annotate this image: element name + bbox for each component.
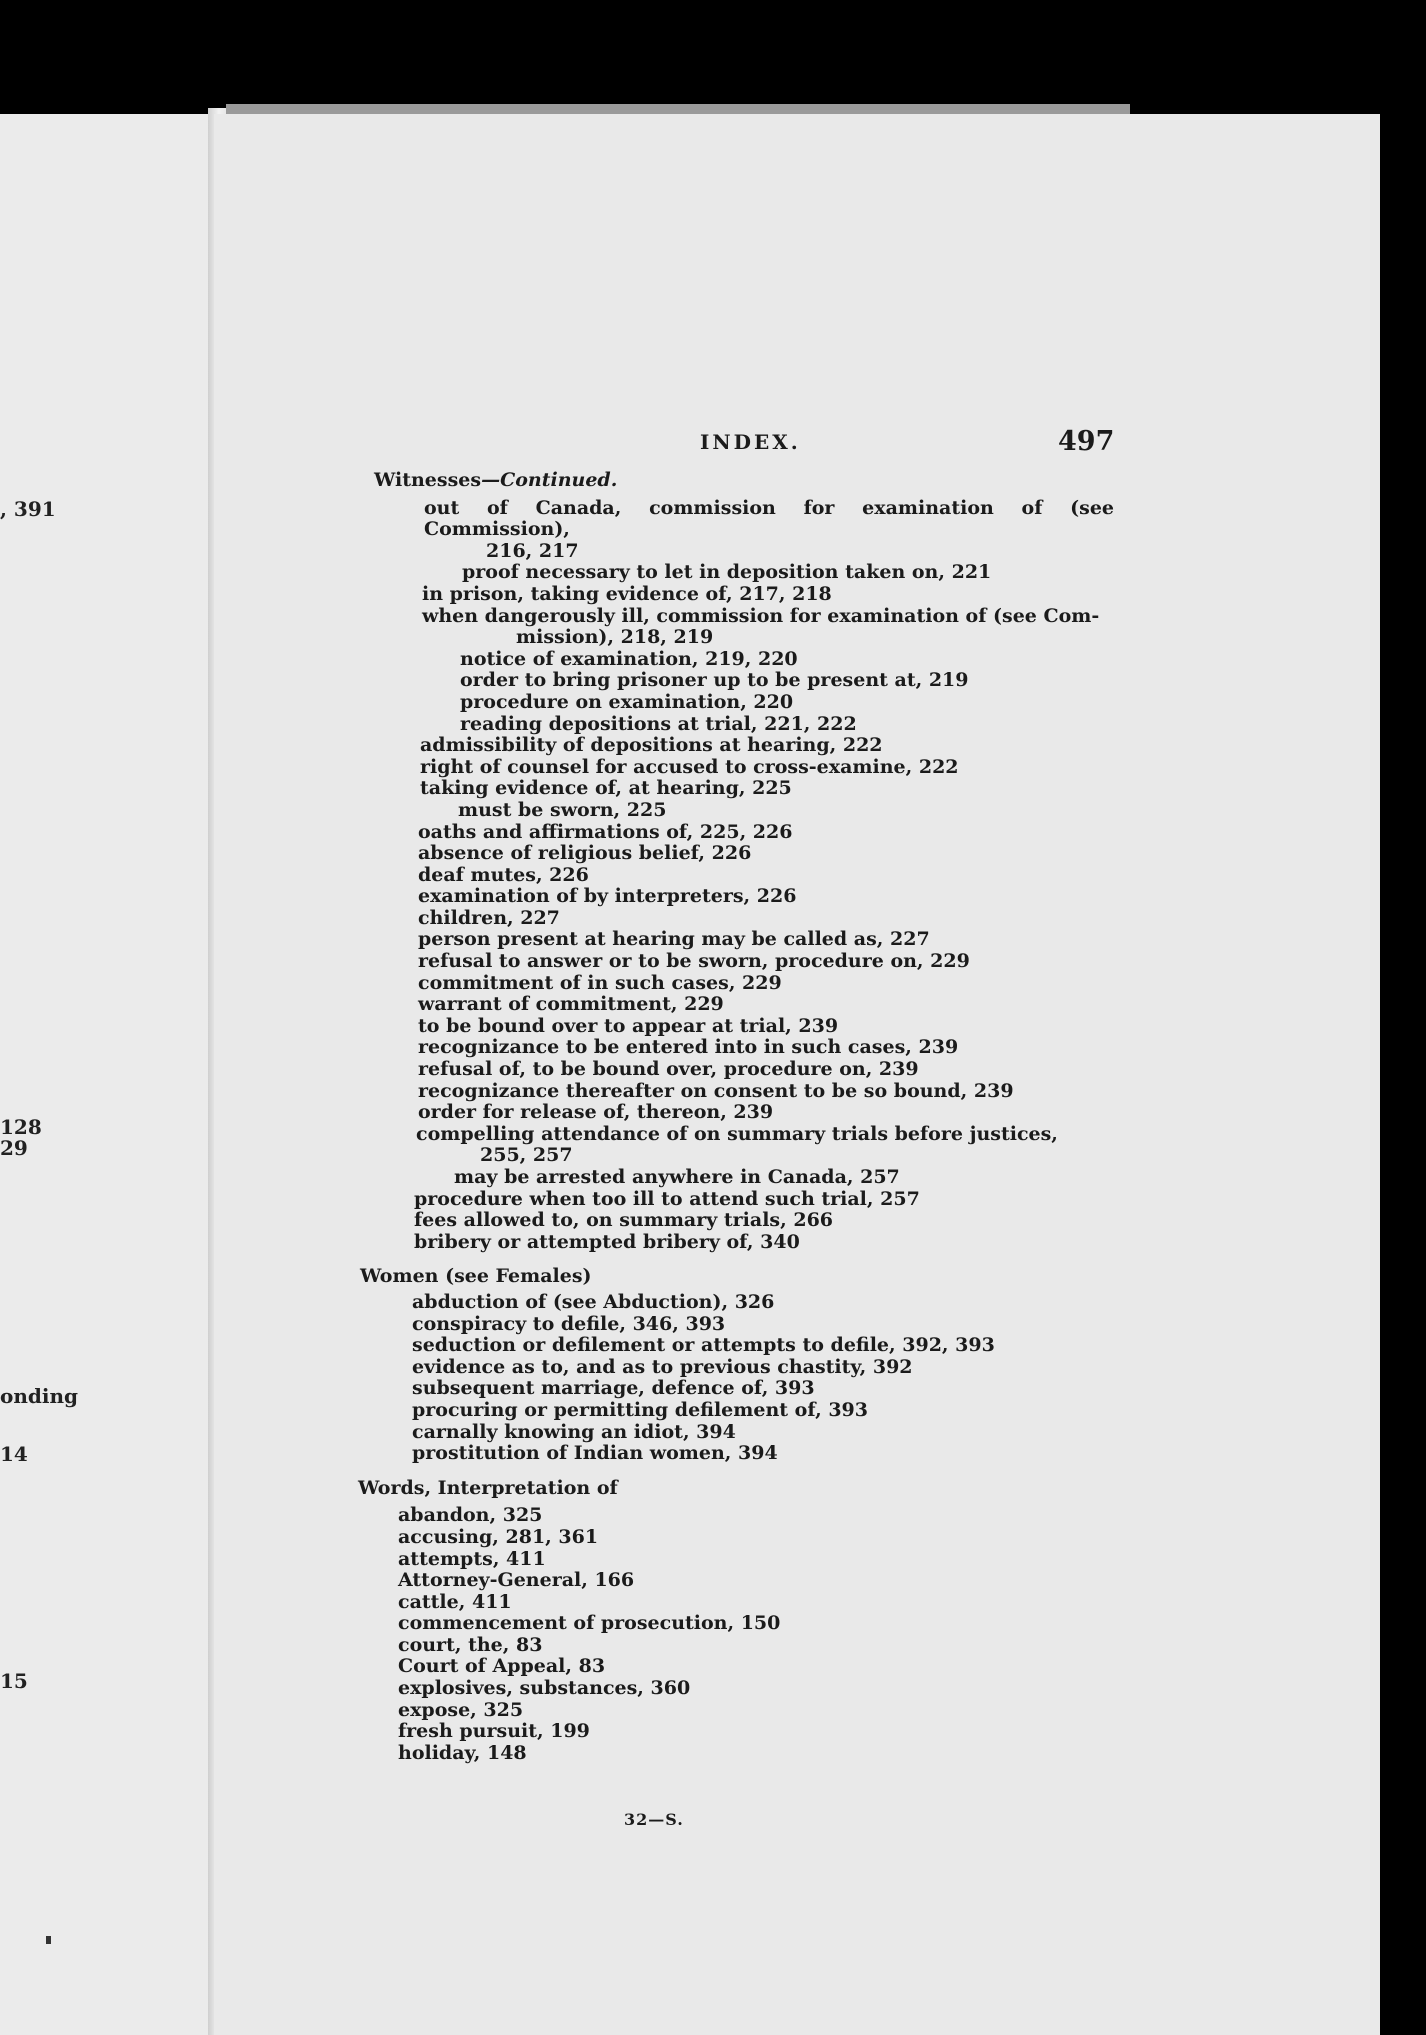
index-entry: bribery or attempted bribery of, 340: [414, 1230, 800, 1253]
index-entry: proof necessary to let in deposition taken on, 221: [462, 561, 992, 584]
index-entry: when dangerously ill, commission for examination of (see Com- mission), 218, 219: [422, 604, 1100, 649]
index-entry: attempts, 411: [398, 1547, 546, 1570]
facing-page-fragment: [0, 114, 210, 2035]
index-entry: children, 227: [418, 906, 560, 929]
index-heading: [374, 470, 1380, 492]
index-entry: abduction of (see Abduction), 326: [412, 1290, 775, 1313]
index-entry: cattle, 411: [398, 1590, 512, 1613]
index-entry: deaf mutes, 226: [418, 863, 589, 886]
index-entry: in prison, taking evidence of, 217, 218: [422, 582, 832, 605]
ink-mark: [46, 1936, 51, 1944]
index-entry: may be arrested anywhere in Canada, 257: [454, 1166, 900, 1188]
index-entry: order to bring prisoner up to be present at, 219: [460, 669, 969, 692]
heading-note: —Continued.: [481, 469, 618, 491]
index-entry: procuring or permitting defilement of, 393: [412, 1398, 868, 1421]
index-page: [214, 114, 1380, 2035]
index-entry: procedure when too ill to attend such trial, 257: [414, 1187, 920, 1210]
signature-mark: 32—S.: [624, 1810, 684, 1829]
index-entry: notice of examination, 219, 220: [460, 647, 798, 670]
page-number: 497: [1058, 426, 1115, 457]
index-entry: to be bound over to appear at trial, 239: [418, 1014, 839, 1037]
index-entry: conspiracy to defile, 346, 393: [412, 1312, 726, 1335]
index-heading: [358, 1478, 1380, 1500]
index-entry: carnally knowing an idiot, 394: [412, 1420, 736, 1443]
index-entry: recognizance to be entered into in such cases, 239: [418, 1036, 959, 1059]
fragment-text: onding: [0, 1384, 78, 1408]
index-entry: examination of by interpreters, 226: [418, 885, 797, 908]
index-entries: [214, 470, 1380, 1764]
index-entry: refusal of, to be bound over, procedure on, 239: [418, 1058, 919, 1081]
heading-term: Words, Interpretation of: [358, 1476, 618, 1499]
fragment-text: 15: [0, 1669, 28, 1693]
index-entry: commencement of prosecution, 150: [398, 1612, 781, 1635]
index-entry: Attorney-General, 166: [398, 1569, 635, 1592]
index-entry: right of counsel for accused to cross-examine, 222: [420, 755, 959, 778]
index-entry: recognizance thereafter on consent to be so bound, 239: [418, 1079, 1014, 1102]
index-entry: order for release of, thereon, 239: [418, 1101, 774, 1124]
index-entry: evidence as to, and as to previous chastity, 392: [412, 1355, 913, 1378]
index-entry: out of Canada, commission for examination of (see Commission), 216, 217: [424, 496, 1114, 562]
index-entry: admissibility of depositions at hearing, 222: [420, 734, 883, 757]
fragment-text: , 391: [0, 497, 56, 521]
fragment-text: 14: [0, 1442, 28, 1466]
index-entry: accusing, 281, 361: [398, 1525, 599, 1548]
index-entry: compelling attendance of on summary trials before justices, 255, 257: [416, 1122, 1058, 1167]
index-entry: holiday, 148: [398, 1741, 527, 1764]
index-entry: expose, 325: [398, 1698, 524, 1721]
index-entry: fees allowed to, on summary trials, 266: [414, 1209, 834, 1232]
index-entry: court, the, 83: [398, 1633, 543, 1656]
fragment-text: 128: [0, 1115, 42, 1139]
index-entry: commitment of in such cases, 229: [418, 971, 782, 994]
index-entry: reading depositions at trial, 221, 222: [460, 712, 857, 735]
index-entry: absence of religious belief, 226: [418, 842, 752, 865]
index-entry: subsequent marriage, defence of, 393: [412, 1377, 815, 1400]
heading-term: Women: [360, 1265, 439, 1288]
running-head: INDEX.: [700, 430, 801, 454]
heading-term: Witnesses: [374, 469, 482, 491]
index-entry: oaths and affirmations of, 225, 226: [418, 820, 793, 843]
index-entry: fresh pursuit, 199: [398, 1720, 590, 1743]
heading-note: (see Females): [438, 1265, 592, 1288]
index-entry: procedure on examination, 220: [460, 690, 794, 713]
index-entry: abandon, 325: [398, 1504, 543, 1527]
index-heading: [360, 1266, 1380, 1288]
index-entry: refusal to answer or to be sworn, procedure on, 229: [418, 950, 970, 973]
fragment-text: 29: [0, 1136, 28, 1160]
index-entry: prostitution of Indian women, 394: [412, 1442, 778, 1465]
index-entry: taking evidence of, at hearing, 225: [420, 777, 792, 800]
index-entry: person present at hearing may be called as, 227: [418, 928, 930, 951]
index-entry: seduction or defilement or attempts to defile, 392, 393: [412, 1334, 995, 1357]
index-entry: Court of Appeal, 83: [398, 1655, 606, 1678]
index-entry: warrant of commitment, 229: [418, 993, 724, 1016]
index-entry: must be sworn, 225: [458, 798, 667, 821]
page-header: [214, 426, 1380, 460]
index-entry: explosives, substances, 360: [398, 1677, 691, 1700]
